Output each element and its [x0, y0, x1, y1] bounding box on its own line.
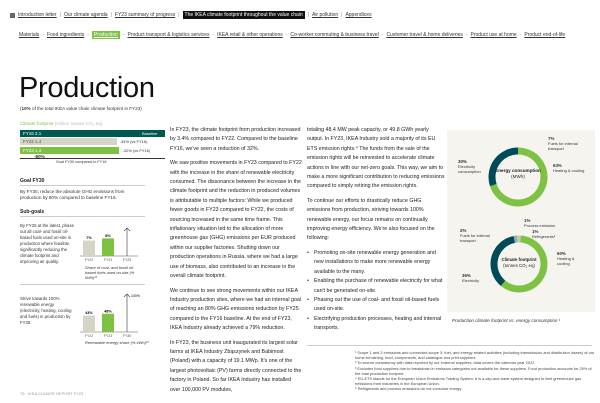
footnotes: [355, 350, 595, 392]
footprint-bar-note: Baseline: [142, 131, 158, 136]
paragraph: We saw positive movements in FY23 compared to FY22 with the increase in the share of renewable electricity consumed. The dissonance between the increase in the climate footprint and the reduction in produced volumes is attributable to multiple factors: While we produced fewer goods in FY23 compared to FY22, the costs of sourcing increased in the same time frame. This inflationary situation led to the allocation of more greenhouse gas (GHG) emissions per EUR produced within our supplier factories. Shutting down our production operations in Russia, where we had a large use of biomass, also contributed to an increase in the overall climate footprint.: [170, 160, 302, 280]
footnote: ⁴ EU-ETS stands for the European Union Emissions Trading System. It is a cap-and-trade system designed to limit greenhouse gas emissions from industries in the European Union.: [355, 376, 582, 387]
page-subtitle: (10% of the total IKEA value chain climate footprint in FY23): [20, 106, 142, 111]
energy-label-fuels: 7% Fuels for internal transport: [548, 136, 578, 151]
energy-donut-center: Energy consumption (MWh): [495, 168, 541, 179]
footprint-bar: FY22 1.4: [20, 138, 117, 145]
bar: [102, 238, 114, 256]
bar-value-label: 48%: [104, 309, 112, 314]
renewable-share-chart: [80, 290, 145, 340]
nav-introduction[interactable]: Introduction letter: [18, 12, 57, 18]
divider: [20, 284, 145, 285]
paragraph: In FY23, the business unit inaugurated its largest solar farms at IKEA Industry Zbąszynek and Babimost (Poland) with a capacity of 19.1 MWp. It's one of the largest photovoltaic (PV) farms directly connected to the factory in Poland. So far IKEA Industry has installed over 100,000 PV modules,: [170, 339, 302, 393]
subnav-production[interactable]: Production: [93, 32, 118, 38]
divider: [307, 345, 592, 346]
list-item: • Enabling the purchase of renewable electricity for what can't be generated on-site.: [307, 277, 445, 296]
footprint-label-refrigerants: 1% Refrigerants⁵: [532, 229, 556, 239]
subgoal1-caption: Share of coal- and fossil oil-based fuels used on-site (% kWh)²³: [85, 265, 135, 280]
category-label: FY23: [103, 258, 113, 262]
focus-list: [307, 249, 445, 334]
category-label: FY30: [122, 334, 132, 338]
footprint-chart-label: Climate footprint (million tonnes CO₂ eq): [20, 121, 103, 126]
subnav-materials[interactable]: Materials: [19, 32, 40, 38]
goal-text: By FY30, reduce the absolute GHG emissions from production by 80% compared to baseline FY16.: [20, 189, 125, 200]
footprint-bar: FY23 1.4: [20, 147, 119, 154]
goal-pct: -80%: [34, 154, 45, 159]
menu-icon[interactable]: [10, 13, 15, 18]
bar-value-label: 8%: [105, 233, 111, 238]
footnote: ⁵ Refrigerants and process emissions do not consume energy.: [355, 386, 463, 392]
subnav-product-use[interactable]: Product use at home: [470, 32, 517, 38]
nav-climate-agenda[interactable]: Our climate agenda: [63, 12, 108, 18]
subnav-food[interactable]: Food ingredients: [46, 32, 85, 38]
sub-nav: Materials - Food ingredients - Production - Product transport & logistics services - IKEA retail & other operations - Co-worker commuting & business travel - Customer travel & home deliveries - Product use at home - Product end-of-life: [19, 32, 566, 38]
category-label: FY23: [103, 334, 113, 338]
list-item: • Electrifying production processes, heating and internal transports.: [307, 315, 445, 334]
subnav-end-of-life[interactable]: Product end-of-life: [524, 32, 566, 38]
category-label: FY22: [84, 258, 94, 262]
footprint-label-electricity: 36% Electricity: [462, 273, 480, 283]
top-nav: Introduction letter | Our climate agenda | FY23 summary of progress | The IKEA climate footprint throughout the value chain | Air pollution | Appendices: [10, 11, 372, 19]
body-column-2: [307, 126, 445, 334]
donut-caption: Production climate footprint vs. energy consumption ¹: [452, 318, 561, 323]
subgoal2-caption: Renewable energy share (% kWh)²³: [85, 340, 149, 345]
bar: [83, 316, 95, 332]
nav-summary[interactable]: FY23 summary of progress: [114, 12, 176, 18]
nav-value-chain[interactable]: The IKEA climate footprint throughout the value chain: [184, 12, 303, 18]
goal-note: Goal FY30 compared to FY16: [56, 160, 107, 164]
page-title: Production: [19, 72, 155, 104]
footprint-bar: FY16 2.1: [20, 130, 165, 137]
footprint-label-fuels: 2% Fuels for internal transport: [460, 228, 490, 243]
target-label: 100%: [131, 294, 140, 298]
category-label: FY22: [84, 334, 94, 338]
list-item: • Phasing out the use of coal- and fossil oil-based fuels used on-site.: [307, 296, 445, 315]
coal-oil-share-chart: [80, 222, 140, 264]
category-label: FY25: [122, 258, 132, 262]
donut-panel: [447, 130, 595, 312]
bar: [83, 241, 95, 256]
energy-label-heating: 63% Heating & cooling: [553, 163, 585, 173]
paragraph: totaling 48.4 MW peak capacity, or 49.8 GWh yearly output. In FY23, IKEA Industry sold a majority of its EU ETS emission rights.⁴ The funds from the sale of the emission rights will be reinvested to accelerate climate actions in line with our net-zero goals. This way, we aim to make a more significant contribution to reducing emissions compared to simply retiring the emission rights.: [307, 127, 445, 190]
subgoal2-text: Strive towards 100% renewable energy (electricity, heating, cooling and fuels) in production by FY30.: [20, 296, 72, 325]
subnav-customer-travel[interactable]: Customer travel & home deliveries: [386, 32, 463, 38]
nav-appendices[interactable]: Appendices: [345, 12, 372, 18]
subgoal1-text: By FY25 at the latest, phase out all coal- and fossil oil-based fuels used on-site in production where feasible, significantly reducing the climate footprint and improving air quality.: [20, 223, 74, 264]
page-footer: 78 · IKEA CLIMATE REPORT FY23: [20, 391, 84, 396]
footnote: ³ Excludes food suppliers due to breakdown in emission categories not available for these suppliers. Food production accounts for 29% of the total production footprint.: [355, 365, 592, 376]
footprint-donut-center: Climate footprint (tonnes CO₂ eq): [501, 257, 537, 268]
divider: [20, 185, 145, 186]
goal-heading: Goal FY30: [20, 178, 45, 184]
footnote: ¹ Scope 1 and 2 emissions and connected scope 3: fuel- and energy-related activities (including transmission and distribution losses) of our home-furnishing, food, components, and catalogue and print suppliers.: [355, 350, 595, 361]
subnav-retail[interactable]: IKEA retail & other operations: [217, 32, 283, 38]
list-item: • Promoting on-site renewable energy generation and new installations to make more renewable energy available to the many.: [307, 249, 445, 277]
nav-air-pollution[interactable]: Air pollution: [311, 12, 339, 18]
footprint-bar-note: -32% (vs FY16): [122, 147, 151, 153]
footprint-label-heating: 60% Heating & cooling: [557, 251, 575, 266]
footnote: ² To secure consistency with data reported by our external suppliers, data covers the calendar year 2022.: [355, 360, 536, 366]
subnav-commuting[interactable]: Co-worker commuting & business travel: [290, 32, 379, 38]
paragraph: To continue our efforts to drastically reduce GHG emissions from production, striving towards 100% renewable energy, our focus remains on continually improving energy efficiency. We're also focused on the following:: [307, 197, 435, 242]
subgoals-heading: Sub-goals: [20, 209, 45, 215]
energy-label-electricity: 30% Electricity consumption: [458, 159, 481, 174]
bar-value-label: 7%: [86, 236, 92, 241]
body-column-1: [170, 126, 302, 400]
subnav-transport[interactable]: Product transport & logistics services: [127, 32, 210, 38]
bar: [102, 314, 114, 332]
footprint-bar-note: -34% (vs FY16): [119, 139, 148, 145]
paragraph: We continue to see strong movements within our IKEA Industry production sites, where we had an internal goal of reaching an 80% GHG emissions reduction by FY25 compared to the FY16 baseline. At the end of FY23, IKEA Industry already achieved a 79% reduction.: [170, 287, 302, 332]
bar-value-label: 43%: [85, 311, 93, 316]
donut-slice: [518, 151, 529, 153]
footprint-label-process: 1% Process emission: [524, 218, 556, 228]
divider: [20, 216, 145, 217]
paragraph: In FY23, the climate footprint from production increased by 3.4% compared to FY22. Compared to the baseline FY16, we've seen a reduction of 32%.: [170, 127, 301, 152]
